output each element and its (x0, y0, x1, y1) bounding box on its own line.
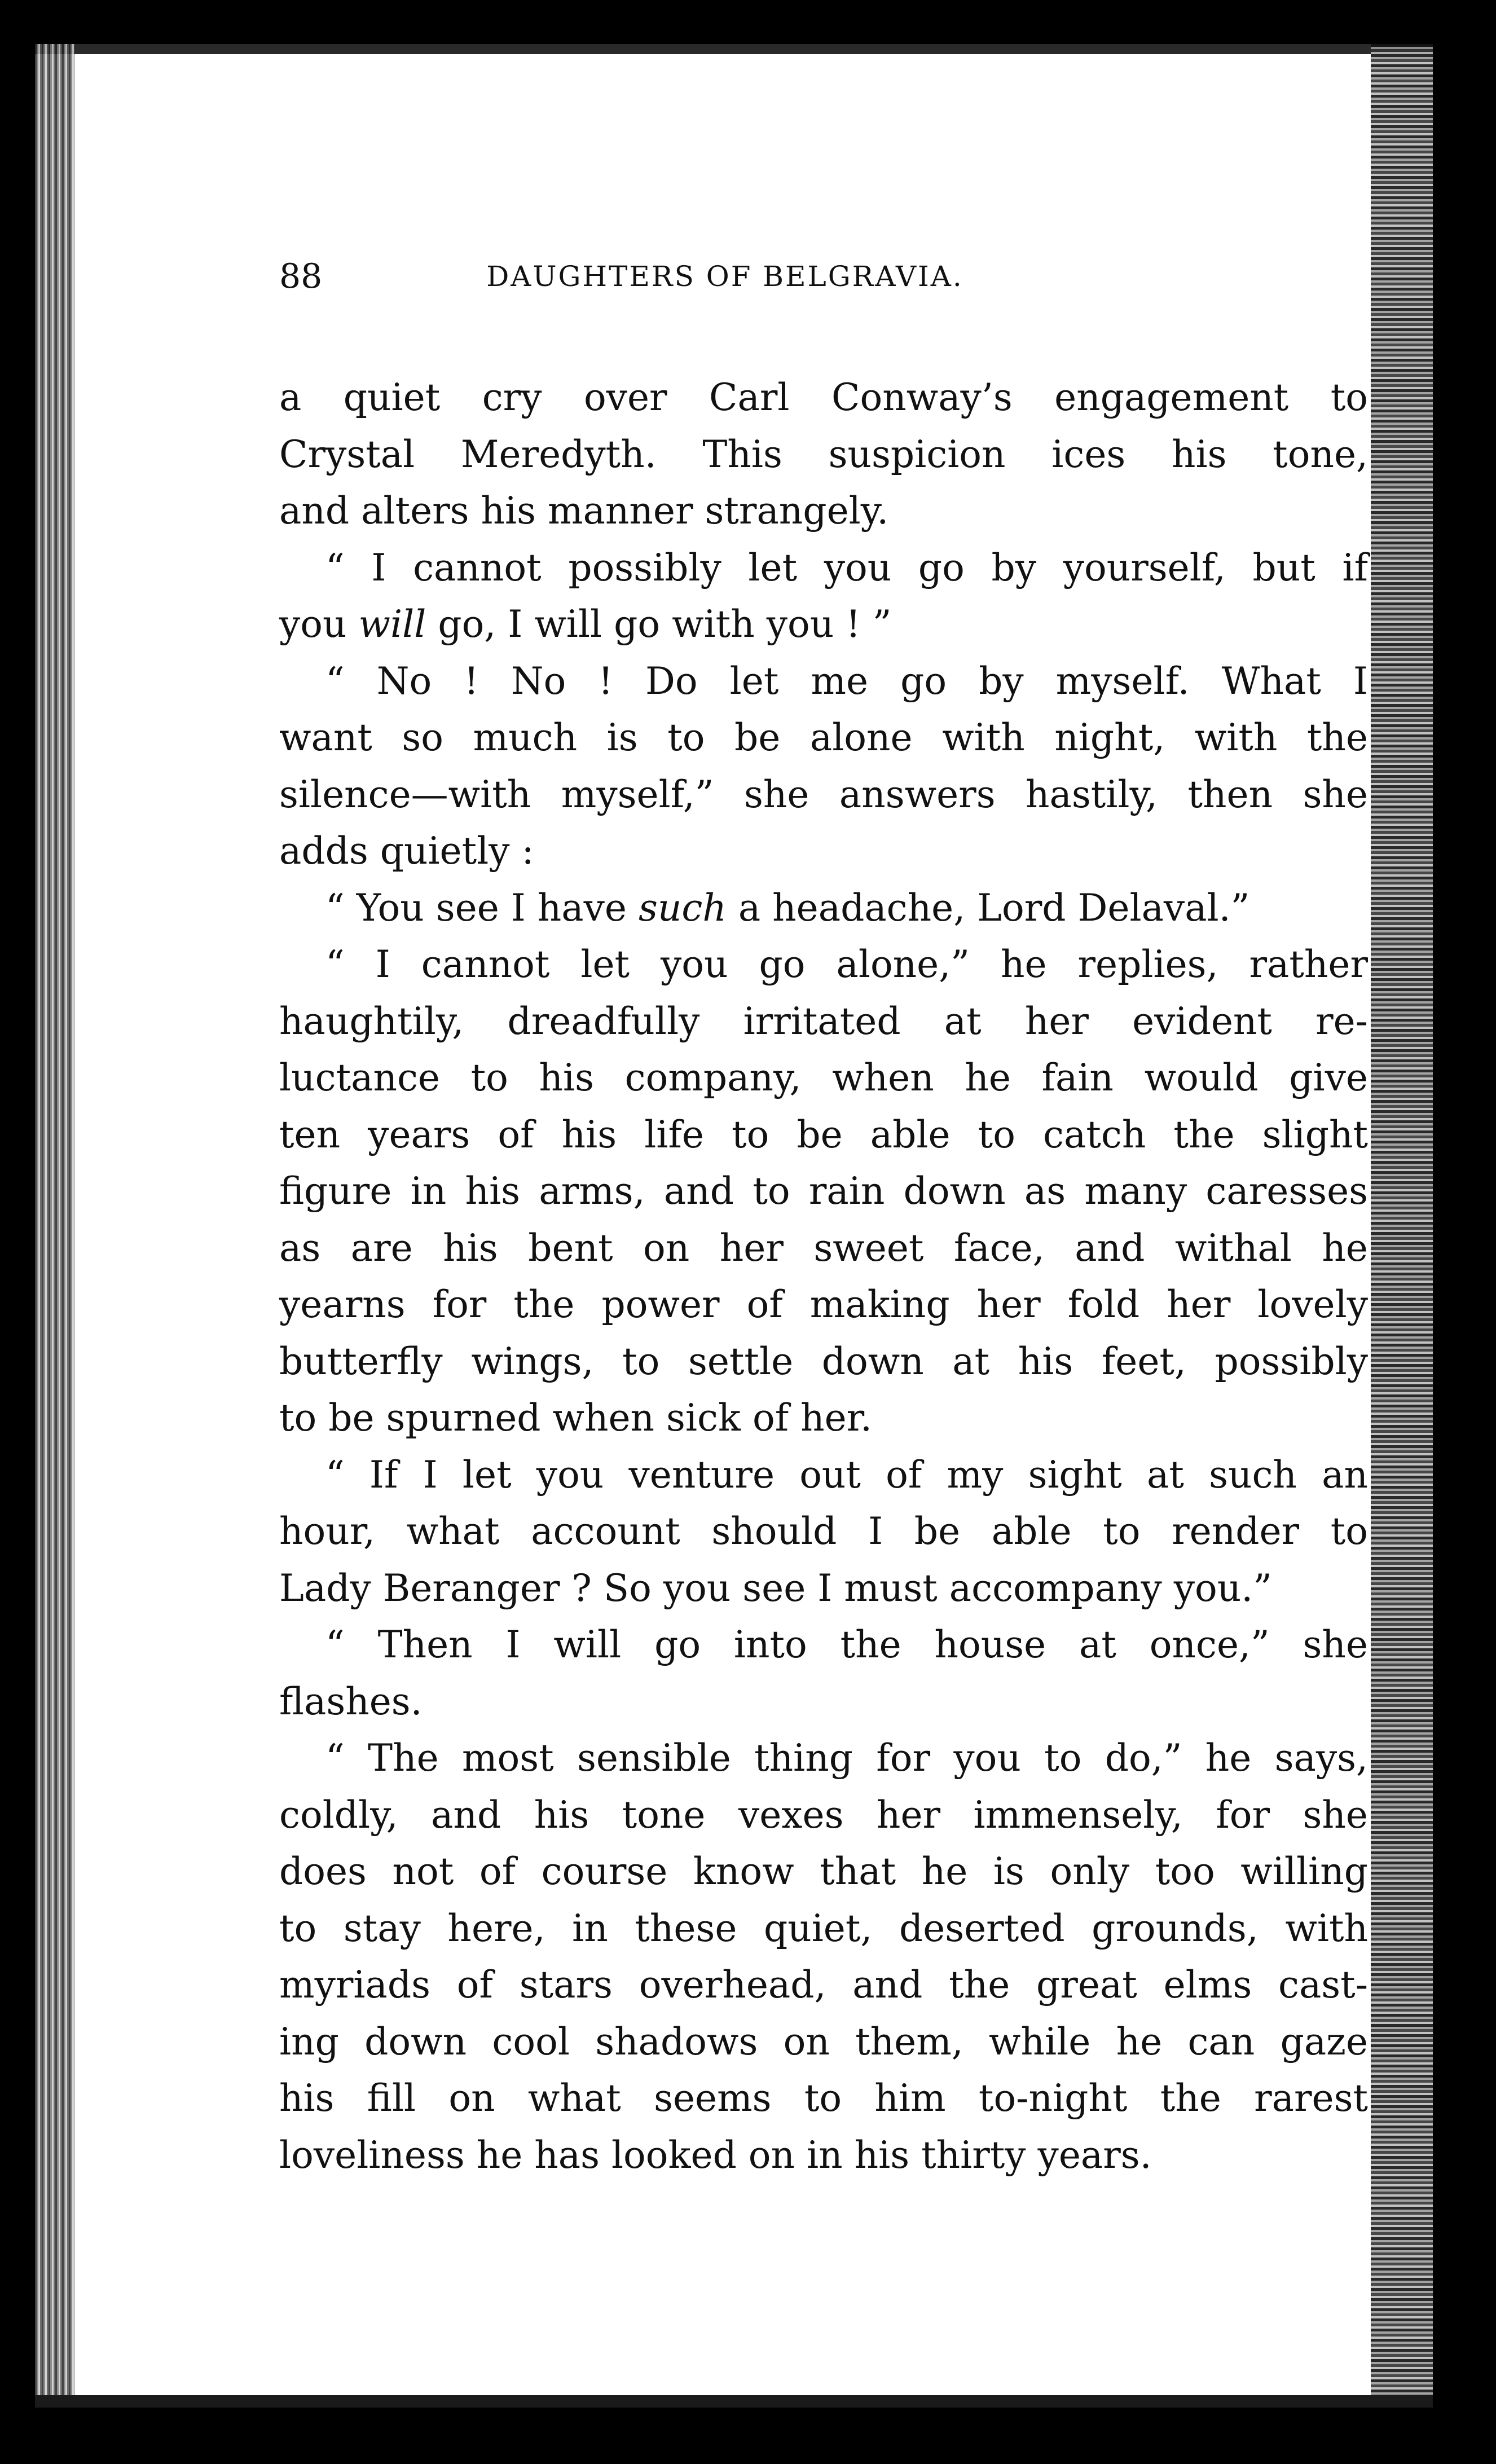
text-line: hour, what account should I be able to render to (279, 1510, 1368, 1553)
scan-edge-left (35, 44, 74, 2408)
text-line: adds quietly : (279, 829, 534, 873)
text-line (279, 880, 1368, 937)
text-line: luctance to his company, when he fain would give (279, 1056, 1368, 1099)
text-line: silence—with myself,” she answers hastily, then she (279, 772, 1368, 816)
scan-edge-bottom (35, 2395, 1433, 2408)
text-line: “ I cannot let you go alone,” he replies, rather (325, 943, 1368, 986)
text-line: want so much is to be alone with night, with the (279, 716, 1368, 759)
text-line: “ I cannot possibly let you go by yourself, but if (325, 545, 1368, 589)
page-number: 88 (279, 257, 323, 296)
text-run: go, I will go with you ! ” (426, 602, 892, 646)
running-head (279, 248, 1171, 310)
italic-text: will (358, 602, 426, 646)
text-line: yearns for the power of making her fold her lovely (279, 1283, 1368, 1326)
text-run: “ You see I have (325, 886, 639, 930)
running-title: DAUGHTERS OF BELGRAVIA. (486, 260, 963, 293)
scan-edge-top (35, 44, 1433, 54)
italic-text: such (638, 886, 727, 930)
text-run: a headache, Lord Delaval.” (726, 886, 1250, 930)
text-line: to stay here, in these quiet, deserted grounds, with (279, 1906, 1368, 1950)
text-line: his fill on what seems to him to-night the rarest (279, 2076, 1368, 2120)
body-text (279, 369, 1368, 2184)
text-line: butterfly wings, to settle down at his feet, possibly (279, 1339, 1368, 1383)
text-line: loveliness he has looked on in his thirty years. (279, 2133, 1152, 2177)
text-line: a quiet cry over Carl Conway’s engagement to (279, 376, 1368, 419)
text-line: “ Then I will go into the house at once,” she (325, 1623, 1368, 1666)
text-line: as are his bent on her sweet face, and withal he (279, 1226, 1368, 1270)
text-line: myriads of stars overhead, and the great elms cast- (279, 1963, 1368, 2007)
text-line: coldly, and his tone vexes her immensely, for she (279, 1793, 1368, 1837)
text-line: haughtily, dreadfully irritated at her evident re- (279, 999, 1368, 1043)
text-line: flashes. (279, 1679, 423, 1723)
text-line: “ The most sensible thing for you to do,” he says, (325, 1736, 1368, 1780)
scan-edge-right (1371, 44, 1433, 2408)
text-line: Crystal Meredyth. This suspicion ices his tone, (279, 432, 1368, 476)
text-run: you (279, 602, 359, 646)
text-line: “ If I let you venture out of my sight at such an (325, 1453, 1368, 1497)
text-line: “ No ! No ! Do let me go by myself. What I (325, 659, 1368, 703)
text-line: and alters his manner strangely. (279, 489, 889, 533)
text-line: ten years of his life to be able to catch the slight (279, 1112, 1368, 1156)
text-line: to be spurned when sick of her. (279, 1396, 872, 1440)
text-line: does not of course know that he is only too willing (279, 1850, 1368, 1893)
text-line: ing down cool shadows on them, while he can gaze (279, 2019, 1368, 2063)
text-line: figure in his arms, and to rain down as many caresses (279, 1169, 1368, 1213)
text-line: Lady Beranger ? So you see I must accompany you.” (279, 1566, 1272, 1610)
text-line (279, 596, 1368, 653)
